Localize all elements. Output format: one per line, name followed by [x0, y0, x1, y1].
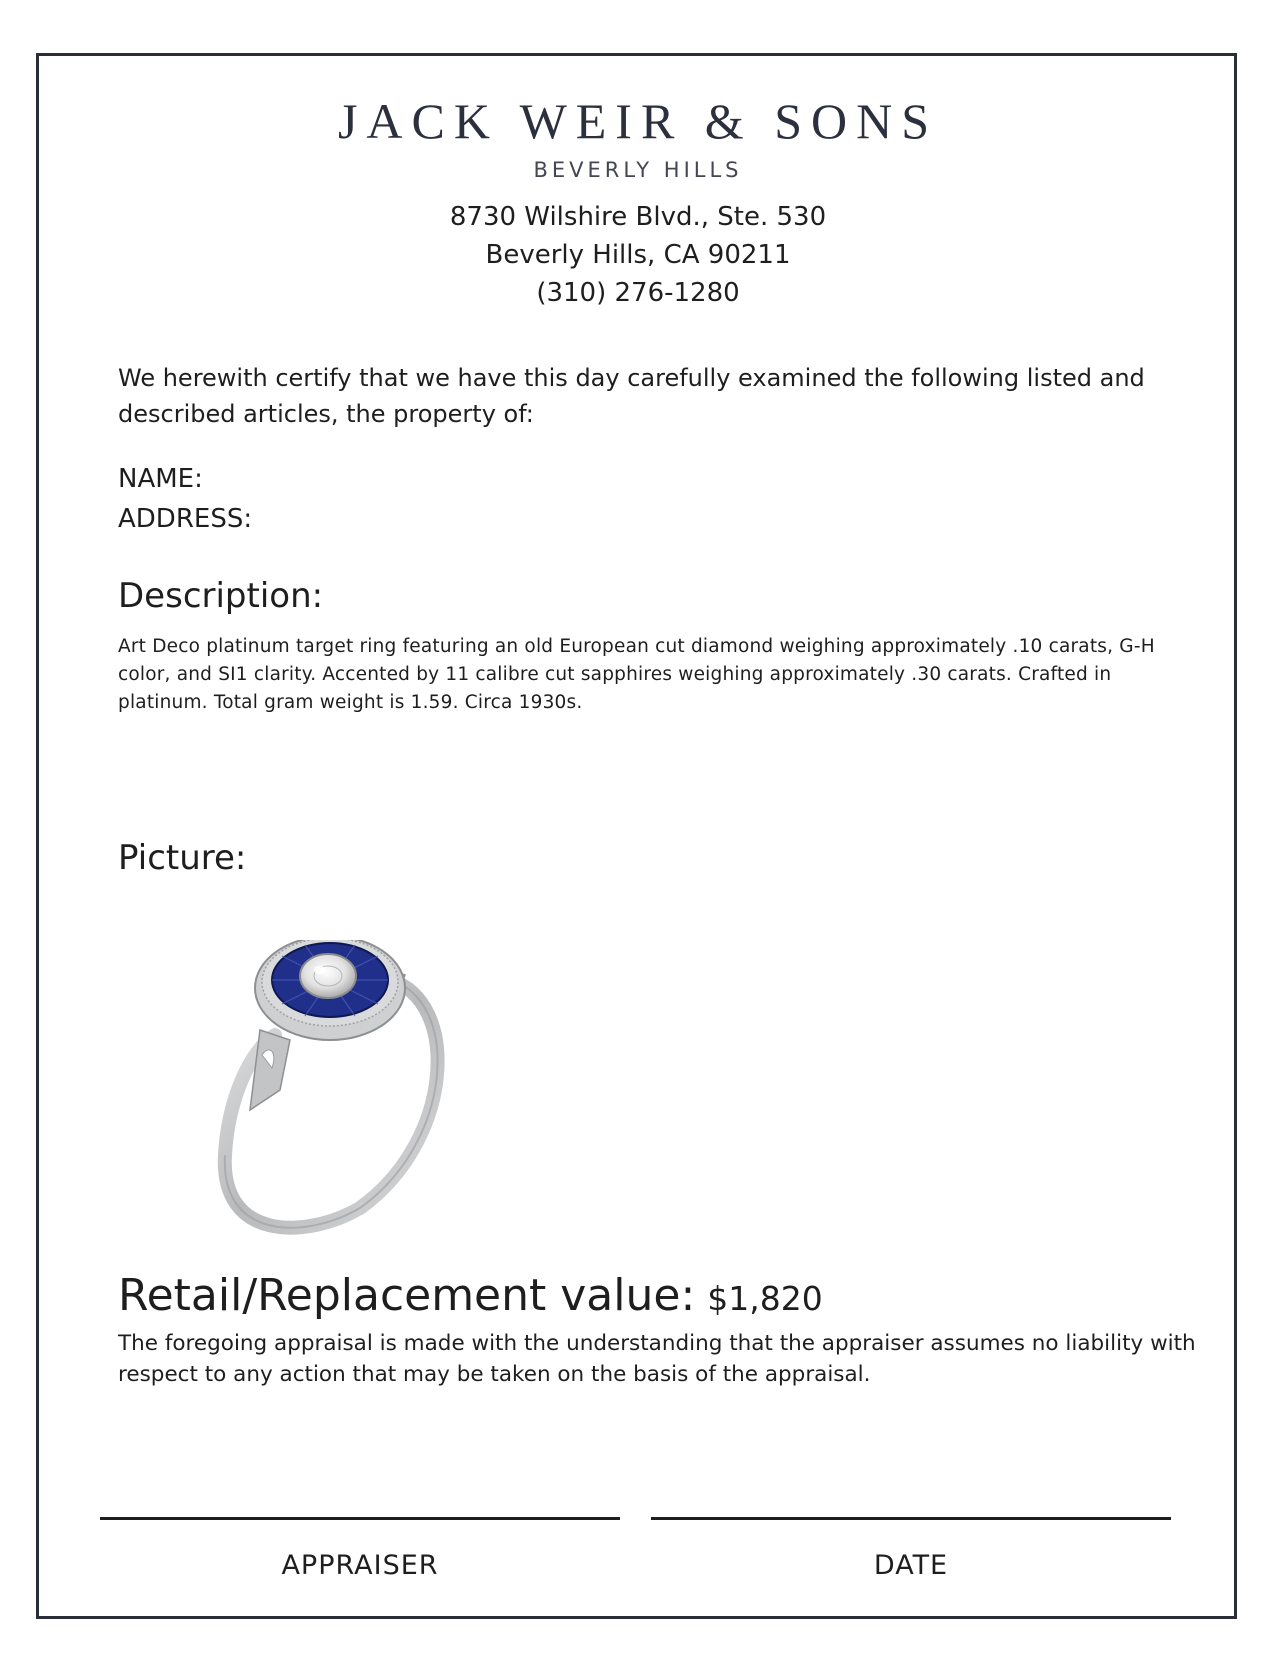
- valuation-row: [118, 1270, 823, 1321]
- valuation-amount: $1,820: [707, 1279, 823, 1318]
- description-heading: Description:: [118, 576, 324, 616]
- city-address: Beverly Hills, CA 90211: [485, 240, 791, 270]
- date-signature-line: [651, 1517, 1171, 1520]
- ring-shoulder-left: [250, 1030, 290, 1110]
- date-label: DATE: [873, 1550, 949, 1581]
- ring-picture: [210, 940, 490, 1240]
- valuation-label: Retail/Replacement value:: [118, 1270, 696, 1321]
- street-address: 8730 Wilshire Blvd., Ste. 530: [449, 202, 827, 232]
- brand-location: BEVERLY HILLS: [533, 158, 743, 182]
- disclaimer: The foregoing appraisal is made with the understanding that the appraiser assumes no liability with respect to any action that may be taken on the basis of the appraisal.: [118, 1331, 1196, 1387]
- appraiser-label: APPRAISER: [281, 1550, 439, 1581]
- center-diamond: [300, 954, 356, 998]
- name-label: NAME:: [118, 464, 203, 494]
- picture-heading: Picture:: [118, 838, 247, 878]
- phone-number: (310) 276-1280: [536, 278, 740, 308]
- appraiser-signature-line: [100, 1517, 620, 1520]
- address-label: ADDRESS:: [118, 504, 253, 534]
- brand-name: JACK WEIR & SONS: [337, 93, 939, 149]
- description-body: Art Deco platinum target ring featuring an old European cut diamond weighing approximately .10 carats, G-H color, and SI1 clarity. Accented by 11 calibre cut sapphires weighing approximately .30 carats. Crafted in platinum. Total gram weight is 1.59. Circa 1930s.: [118, 636, 1155, 713]
- certification-statement: We herewith certify that we have this day carefully examined the following listed and described articles, the property of:: [118, 364, 1145, 428]
